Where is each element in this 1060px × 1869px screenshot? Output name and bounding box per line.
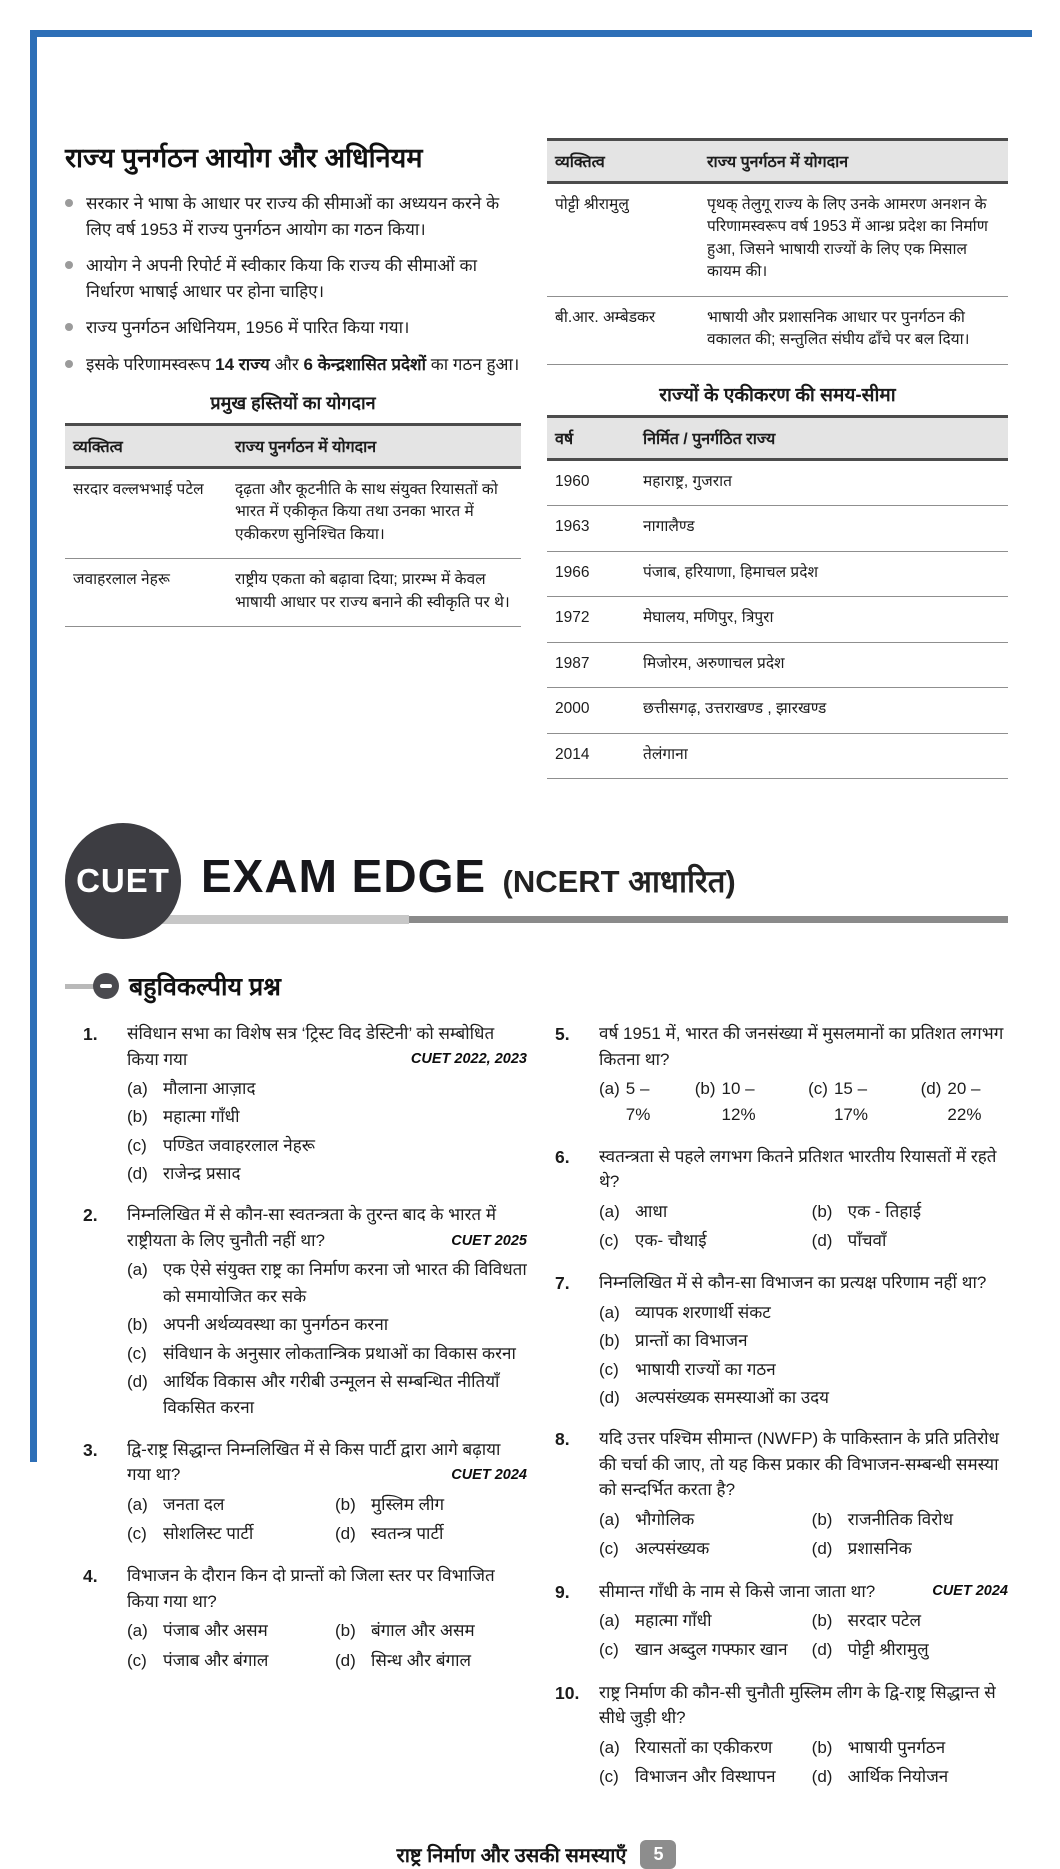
table-row: [547, 183, 1008, 297]
states-cell: छत्तीसगढ़, उत्तराखण्ड , झारखण्ड: [635, 688, 1008, 733]
header-bullet-icon: [93, 973, 119, 999]
mcq-column-right: [555, 1021, 1008, 1806]
options-grid: [599, 1507, 1008, 1566]
question-2: [83, 1202, 527, 1423]
option-d: (d) पोट्टी श्रीरामुलु: [811, 1640, 929, 1660]
options-list: [599, 1300, 1008, 1411]
cuet-logo: [65, 823, 181, 939]
year-cell: 1987: [547, 642, 635, 687]
option-c: (c) एक- चौथाई: [599, 1231, 707, 1251]
option-a: (a) एक ऐसे संयुक्त राष्ट्र का निर्माण करना जो भारत की विविधता को समायोजित कर सके: [127, 1260, 527, 1306]
states-cell: महाराष्ट्र, गुजरात: [635, 459, 1008, 505]
bullet-dot-icon: [65, 360, 73, 368]
option-a: (a) भौगोलिक: [599, 1509, 695, 1529]
option-d: (d) राजेन्द्र प्रसाद: [127, 1164, 241, 1184]
table-header-row: [65, 425, 521, 468]
option-b: (b) सरदार पटेल: [811, 1611, 921, 1631]
question-9: [555, 1579, 1008, 1667]
tables-column: [547, 138, 1008, 779]
question-text: विभाजन के दौरान किन दो प्रान्तों को जिला स्तर पर विभाजित किया गया था?: [127, 1566, 495, 1611]
option-b: (b) मुस्लिम लीग: [335, 1494, 445, 1514]
option-b: (b) प्रान्तों का विभाजन: [599, 1331, 748, 1351]
table-row: [547, 551, 1008, 596]
question-text: द्वि-राष्ट्र सिद्धान्त निम्नलिखित में से किस पार्टी द्वारा आगे बढ़ाया गया था? CUET 2024: [127, 1437, 527, 1488]
table-header-row: [547, 416, 1008, 459]
option-c: (c) अल्पसंख्यक: [599, 1539, 710, 1559]
bullet-dot-icon: [65, 323, 73, 331]
option-d: (d) पाँचवाँ: [811, 1231, 887, 1251]
states-cell: तेलंगाना: [635, 733, 1008, 778]
table-header-row: [547, 140, 1008, 183]
question-number: 4.: [83, 1566, 98, 1587]
option-d: (d) प्रशासनिक: [811, 1539, 912, 1559]
mcq-columns: [65, 1021, 1008, 1806]
page-footer: [65, 1840, 1008, 1869]
option-a: (a) व्यापक शरणार्थी संकट: [599, 1302, 771, 1322]
year-cell: 1972: [547, 597, 635, 642]
cuet-year-tag: CUET 2022, 2023: [410, 1051, 527, 1068]
states-cell: मेघालय, मणिपुर, त्रिपुरा: [635, 597, 1008, 642]
cuet-year-tag: CUET 2024: [932, 1583, 1008, 1600]
option-c: (c) पंजाब और बंगाल: [127, 1650, 269, 1670]
cuet-year-tag: CUET 2025: [451, 1232, 527, 1249]
question-text: राष्ट्र निर्माण की कौन-सी चुनौती मुस्लिम लीग के द्वि-राष्ट्र सिद्धान्त से सीधे जुड़ी थी?: [599, 1682, 996, 1728]
option-c: (c) 15 –17%: [808, 1079, 868, 1125]
column-header-contribution: राज्य पुनर्गठन में योगदान: [227, 425, 521, 468]
option-c: (c) सोशलिस्ट पार्टी: [127, 1523, 254, 1543]
option-b: (b) बंगाल और असम: [335, 1621, 475, 1641]
contribution-cell: राष्ट्रीय एकता को बढ़ावा दिया; प्रारम्भ में केवल भाषायी आधार पर राज्य बनाने की स्वीकृति पर थे।: [227, 559, 521, 627]
option-d: (d) आर्थिक विकास और गरीबी उन्मूलन से सम्बन्धित नीतियाँ विकसित करना: [127, 1371, 500, 1418]
column-header-states: निर्मित / पुनर्गठित राज्य: [635, 416, 1008, 459]
option-a: (a) आधा: [599, 1201, 668, 1221]
options-list: [127, 1257, 527, 1421]
table-row: [547, 642, 1008, 687]
contributions-table-right: [547, 138, 1008, 365]
options-grid: [599, 1735, 1008, 1794]
option-c: (c) पण्डित जवाहरलाल नेहरू: [127, 1135, 315, 1155]
question-8: [555, 1426, 1008, 1565]
question-10: [555, 1680, 1008, 1794]
question-5: [555, 1021, 1008, 1131]
bullet-dot-icon: [65, 199, 73, 207]
option-b: (b) 10 –12%: [694, 1079, 756, 1125]
options-list: [127, 1076, 527, 1187]
option-a: (a) 5 –7%: [599, 1079, 651, 1125]
options-grid: [127, 1492, 527, 1551]
states-cell: पंजाब, हरियाणा, हिमाचल प्रदेश: [635, 551, 1008, 596]
options-grid: [127, 1618, 527, 1677]
question-text: यदि उत्तर पश्चिम सीमान्त (NWFP) के पाकिस्तान के प्रति प्रतिरोध की चर्चा की जाए, तो यह किस प्रकार की विभाजन-सम्बन्धी समस्या को सन्दर्भित करता है?: [599, 1429, 999, 1500]
options-inline: [599, 1076, 1008, 1131]
column-header-contribution: राज्य पुनर्गठन में योगदान: [699, 140, 1008, 183]
question-text: वर्ष 1951 में, भारत की जनसंख्या में मुसलमानों का प्रतिशत लगभग कितना था?: [599, 1024, 1004, 1069]
option-b: (b) एक - तिहाई: [811, 1201, 922, 1221]
intro-bullet-2: आयोग ने अपनी रिपोर्ट में स्वीकार किया कि राज्य की सीमाओं का निर्धारण भाषाई आधार पर होना चाहिए।: [65, 253, 521, 304]
contribution-cell: भाषायी और प्रशासनिक आधार पर पुनर्गठन की वकालत की; सन्तुलित संघीय ढाँचे पर बल दिया।: [699, 296, 1008, 364]
timeline-table: [547, 415, 1008, 779]
question-number: 9.: [555, 1581, 570, 1602]
table-row: [547, 296, 1008, 364]
question-6: [555, 1144, 1008, 1258]
person-cell: सरदार वल्लभभाई पटेल: [65, 468, 227, 559]
mcq-heading: बहुविकल्पीय प्रश्न: [129, 973, 281, 1002]
option-b: (b) राजनीतिक विरोध: [811, 1509, 954, 1529]
year-cell: 1960: [547, 459, 635, 505]
options-grid: [599, 1199, 1008, 1258]
option-a: (a) पंजाब और असम: [127, 1621, 268, 1641]
question-number: 2.: [83, 1205, 98, 1226]
question-text: निम्नलिखित में से कौन-सा विभाजन का प्रत्यक्ष परिणाम नहीं था?: [599, 1273, 987, 1293]
question-number: 3.: [83, 1439, 98, 1460]
page-number-badge: 5: [640, 1840, 676, 1869]
year-cell: 1966: [547, 551, 635, 596]
option-c: (c) संविधान के अनुसार लोकतान्त्रिक प्रथाओं का विकास करना: [127, 1343, 516, 1363]
intro-bullet-1: सरकार ने भाषा के आधार पर राज्य की सीमाओं का अध्ययन करने के लिए वर्ष 1953 में राज्य पुनर्गठन आयोग का गठन किया।: [65, 191, 521, 242]
exam-edge-banner: [65, 823, 1008, 943]
table-row: [547, 733, 1008, 778]
question-1: [83, 1021, 527, 1189]
mcq-section-header: [65, 969, 1008, 1003]
table-row: [547, 506, 1008, 551]
mcq-column-left: [83, 1021, 527, 1690]
question-text: निम्नलिखित में से कौन-सा स्वतन्त्रता के तुरन्त बाद के भारत में राष्ट्रीयता के लिए चुनौती नहीं था? CUET 2025: [127, 1202, 527, 1253]
table-row: [547, 597, 1008, 642]
option-c: (c) खान अब्दुल गफ्फार खान: [599, 1640, 788, 1660]
bullet-dot-icon: [65, 261, 73, 269]
intro-bullet-3: राज्य पुनर्गठन अधिनियम, 1956 में पारित किया गया।: [65, 315, 521, 341]
chapter-title: राष्ट्र निर्माण और उसकी समस्याएँ: [396, 1845, 627, 1868]
question-3: [83, 1437, 527, 1551]
question-number: 10.: [555, 1682, 580, 1703]
option-b: (b) अपनी अर्थव्यवस्था का पुनर्गठन करना: [127, 1315, 389, 1335]
table-row: [547, 459, 1008, 505]
page-border-left: [30, 30, 37, 1462]
intro-bullet-4: इसके परिणामस्वरूप 14 राज्य और 6 केन्द्रशासित प्रदेशों का गठन हुआ।: [65, 352, 521, 378]
question-text: स्वतन्त्रता से पहले लगभग कितने प्रतिशत भारतीय रियासतों में रहते थे?: [599, 1146, 997, 1192]
question-number: 6.: [555, 1146, 570, 1167]
person-cell: जवाहरलाल नेहरू: [65, 559, 227, 627]
cuet-year-tag: CUET 2024: [451, 1466, 527, 1483]
column-header-person: व्यक्तित्व: [65, 425, 227, 468]
states-cell: मिजोरम, अरुणाचल प्रदेश: [635, 642, 1008, 687]
option-c: (c) विभाजन और विस्थापन: [599, 1767, 776, 1787]
year-cell: 2000: [547, 688, 635, 733]
year-cell: 1963: [547, 506, 635, 551]
column-header-year: वर्ष: [547, 416, 635, 459]
question-7: [555, 1270, 1008, 1413]
banner-subtitle: (NCERT आधारित): [502, 864, 736, 900]
options-grid: [599, 1608, 1008, 1667]
banner-title: EXAM EDGE: [201, 850, 487, 903]
table-row: [65, 468, 521, 559]
option-d: (d) आर्थिक नियोजन: [811, 1767, 949, 1787]
question-number: 1.: [83, 1024, 98, 1045]
option-d: (d) 20 –22%: [920, 1079, 982, 1125]
option-b: (b) महात्मा गाँधी: [127, 1107, 240, 1127]
person-cell: बी.आर. अम्बेडकर: [547, 296, 699, 364]
top-section: [65, 138, 1008, 779]
person-cell: पोट्टी श्रीरामुलु: [547, 183, 699, 297]
banner-text: [201, 849, 736, 903]
option-d: (d) सिन्ध और बंगाल: [335, 1650, 472, 1670]
table-row: [65, 559, 521, 627]
banner-underline-dark: [409, 916, 1008, 923]
option-a: (a) महात्मा गाँधी: [599, 1611, 712, 1631]
option-d: (d) स्वतन्त्र पार्टी: [335, 1523, 444, 1543]
contribution-cell: दृढ़ता और कूटनीति के साथ संयुक्त रियासतों को भारत में एकीकृत किया तथा उनका भारत में एकीकरण सुनिश्चित किया।: [227, 468, 521, 559]
question-number: 7.: [555, 1273, 570, 1294]
timeline-table-title: राज्यों के एकीकरण की समय-सीमा: [659, 384, 896, 406]
intro-column: [65, 138, 521, 627]
cuet-logo-text: CUET: [76, 862, 170, 900]
question-number: 8.: [555, 1429, 570, 1450]
intro-heading: राज्य पुनर्गठन आयोग और अधिनियम: [65, 143, 423, 173]
question-number: 5.: [555, 1024, 570, 1045]
contributions-table-left: [65, 423, 521, 627]
table-row: [547, 688, 1008, 733]
question-4: [83, 1563, 527, 1677]
states-cell: नागालैण्ड: [635, 506, 1008, 551]
year-cell: 2014: [547, 733, 635, 778]
banner-underline: [109, 915, 1008, 924]
question-text: सीमान्त गाँधी के नाम से किसे जाना जाता था? CUET 2024: [599, 1579, 1008, 1605]
column-header-person: व्यक्तित्व: [547, 140, 699, 183]
option-d: (d) अल्पसंख्यक समस्याओं का उदय: [599, 1388, 830, 1407]
option-a: (a) जनता दल: [127, 1494, 225, 1514]
option-b: (b) भाषायी पुनर्गठन: [811, 1737, 946, 1757]
question-text: संविधान सभा का विशेष सत्र ‘ट्रिस्ट विद डेस्टिनी’ को सम्बोधित किया गया CUET 2022, 2023: [127, 1021, 527, 1072]
page-border-top: [30, 30, 1032, 37]
option-a: (a) रियासतों का एकीकरण: [599, 1737, 773, 1757]
contribution-cell: पृथक् तेलुगू राज्य के लिए उनके आमरण अनशन के परिणामस्वरूप वर्ष 1953 में आन्ध्र प्रदेश का निर्माण हुआ, जिसने भाषायी राज्यों के लिए एक मिसाल कायम की।: [699, 183, 1008, 297]
contributions-table-title: प्रमुख हस्तियों का योगदान: [210, 393, 376, 413]
option-a: (a) मौलाना आज़ाद: [127, 1079, 256, 1099]
option-c: (c) भाषायी राज्यों का गठन: [599, 1359, 776, 1379]
